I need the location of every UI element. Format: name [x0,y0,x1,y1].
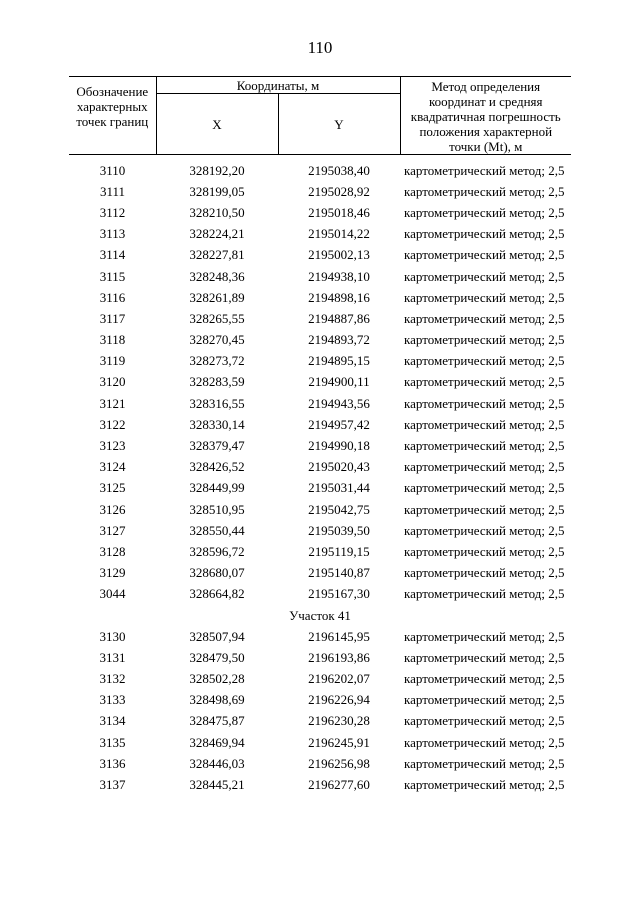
cell-y: 2195014,22 [308,226,370,242]
cell-y: 2195039,50 [308,522,370,538]
table-row [69,457,571,478]
cell-method: картометрический метод; 2,5 [404,755,565,771]
table-row [69,669,571,690]
cell-method: картометрический метод; 2,5 [404,226,565,242]
table-row [69,626,571,647]
cell-y: 2195028,92 [308,183,370,199]
cell-y: 2195167,30 [308,586,370,602]
cell-x: 328479,50 [189,649,245,665]
cell-y: 2194938,10 [308,268,370,284]
cell-point: 3128 [99,543,126,559]
cell-x: 328498,69 [189,692,245,708]
cell-point: 3124 [99,459,126,475]
header-coordinates: Координаты, м [156,77,400,94]
cell-method: картометрический метод; 2,5 [404,332,565,348]
cell-x: 328510,95 [189,501,245,517]
section-row [69,605,571,626]
cell-y: 2195119,15 [308,543,370,559]
table-row [69,372,571,393]
table-row [69,732,571,753]
cell-y: 2196256,98 [308,755,370,771]
cell-method: картометрический метод; 2,5 [404,649,565,665]
cell-method: картометрический метод; 2,5 [404,310,565,326]
cell-x: 328283,59 [189,374,245,390]
cell-method: картометрический метод; 2,5 [404,692,565,708]
table-row [69,520,571,541]
cell-y: 2194900,11 [308,374,370,390]
cell-y: 2194990,18 [308,438,370,454]
cell-x: 328445,21 [189,777,245,793]
cell-point: 3114 [99,247,126,263]
cell-point: 3135 [99,734,126,750]
cell-method: картометрический метод; 2,5 [404,628,565,644]
table-header [69,77,571,155]
table-row [69,563,571,584]
table-row [69,202,571,223]
table-row [69,478,571,499]
cell-y: 2194943,56 [308,395,370,411]
cell-point: 3131 [99,649,126,665]
cell-point: 3118 [99,332,126,348]
table-row [69,224,571,245]
cell-x: 328469,94 [189,734,245,750]
cell-point: 3110 [99,162,126,178]
header-method: Метод определения координат и средняя квадратичная погрешность положения характерной точки (Mt), м [400,77,571,155]
header-y: Y [278,94,400,155]
cell-point: 3117 [99,310,126,326]
cell-x: 328316,55 [189,395,245,411]
table-row [69,541,571,562]
cell-point: 3125 [99,480,126,496]
cell-y: 2194898,16 [308,289,370,305]
cell-point: 3137 [99,777,126,793]
cell-y: 2195018,46 [308,204,370,220]
cell-method: картометрический метод; 2,5 [404,183,565,199]
table-row [69,690,571,711]
cell-y: 2194895,15 [308,353,370,369]
cell-method: картометрический метод; 2,5 [404,268,565,284]
cell-point: 3129 [99,565,126,581]
cell-x: 328596,72 [189,543,245,559]
cell-method: картометрический метод; 2,5 [404,565,565,581]
header-x: X [156,94,278,155]
cell-method: картометрический метод; 2,5 [404,289,565,305]
cell-x: 328199,05 [189,183,245,199]
table-row [69,647,571,668]
cell-x: 328270,45 [189,332,245,348]
table-row [69,266,571,287]
cell-x: 328261,89 [189,289,245,305]
cell-x: 328379,47 [189,438,245,454]
cell-point: 3113 [99,226,126,242]
table-row [69,393,571,414]
cell-method: картометрический метод; 2,5 [404,162,565,178]
cell-method: картометрический метод; 2,5 [404,586,565,602]
table-row [69,435,571,456]
cell-y: 2195042,75 [308,501,370,517]
table-row [69,753,571,774]
cell-method: картометрический метод; 2,5 [404,459,565,475]
cell-x: 328475,87 [189,713,245,729]
cell-point: 3126 [99,501,126,517]
cell-point: 3044 [99,586,126,602]
cell-method: картометрический метод; 2,5 [404,416,565,432]
cell-point: 3133 [99,692,126,708]
cell-y: 2196277,60 [308,777,370,793]
cell-x: 328550,44 [189,522,245,538]
cell-y: 2195038,40 [308,162,370,178]
table-body [69,155,571,796]
cell-method: картометрический метод; 2,5 [404,501,565,517]
cell-method: картометрический метод; 2,5 [404,522,565,538]
cell-point: 3136 [99,755,126,771]
table-row [69,181,571,202]
table-row [69,499,571,520]
cell-point: 3122 [99,416,126,432]
cell-y: 2194893,72 [308,332,370,348]
table-row [69,711,571,732]
cell-y: 2195002,13 [308,247,370,263]
cell-point: 3127 [99,522,126,538]
cell-point: 3115 [99,268,126,284]
cell-method: картометрический метод; 2,5 [404,204,565,220]
cell-x: 328265,55 [189,310,245,326]
cell-point: 3119 [99,353,126,369]
cell-x: 328507,94 [189,628,245,644]
cell-x: 328248,36 [189,268,245,284]
table-row [69,308,571,329]
cell-x: 328192,20 [189,162,245,178]
cell-y: 2196202,07 [308,671,370,687]
cell-point: 3112 [99,204,126,220]
table-row [69,330,571,351]
cell-x: 328680,07 [189,565,245,581]
cell-y: 2196230,28 [308,713,370,729]
cell-x: 328330,14 [189,416,245,432]
table-row [69,287,571,308]
cell-x: 328664,82 [189,586,245,602]
cell-x: 328210,50 [189,204,245,220]
cell-method: картометрический метод; 2,5 [404,480,565,496]
cell-x: 328426,52 [189,459,245,475]
cell-y: 2195140,87 [308,565,370,581]
cell-method: картометрический метод; 2,5 [404,713,565,729]
cell-method: картометрический метод; 2,5 [404,353,565,369]
cell-x: 328502,28 [189,671,245,687]
cell-y: 2194957,42 [308,416,370,432]
cell-method: картометрический метод; 2,5 [404,395,565,411]
cell-y: 2196193,86 [308,649,370,665]
cell-y: 2196226,94 [308,692,370,708]
table-row [69,160,571,181]
cell-point: 3134 [99,713,126,729]
cell-y: 2196245,91 [308,734,370,750]
cell-point: 3121 [99,395,126,411]
table-row [69,584,571,605]
cell-method: картометрический метод; 2,5 [404,438,565,454]
cell-point: 3116 [99,289,126,305]
table-row [69,774,571,795]
cell-point: 3123 [99,438,126,454]
cell-point: 3130 [99,628,126,644]
section-title: Участок 41 [289,607,351,623]
cell-method: картометрический метод; 2,5 [404,374,565,390]
cell-x: 328449,99 [189,480,245,496]
page-number: 110 [307,38,333,57]
cell-method: картометрический метод; 2,5 [404,543,565,559]
cell-method: картометрический метод; 2,5 [404,247,565,263]
cell-x: 328224,21 [189,226,245,242]
cell-method: картометрический метод; 2,5 [404,734,565,750]
cell-point: 3111 [99,183,126,199]
cell-point: 3120 [99,374,126,390]
coordinates-table [69,76,571,796]
table-row [69,351,571,372]
cell-x: 328273,72 [189,353,245,369]
cell-x: 328446,03 [189,755,245,771]
cell-y: 2194887,86 [308,310,370,326]
cell-y: 2196145,95 [308,628,370,644]
cell-y: 2195020,43 [308,459,370,475]
cell-y: 2195031,44 [308,480,370,496]
cell-method: картометрический метод; 2,5 [404,777,565,793]
table-row [69,245,571,266]
coordinates-table-container [69,76,571,796]
cell-method: картометрический метод; 2,5 [404,671,565,687]
cell-point: 3132 [99,671,126,687]
cell-x: 328227,81 [189,247,245,263]
header-point-designation: Обозначение характерных точек границ [69,77,156,155]
table-row [69,414,571,435]
